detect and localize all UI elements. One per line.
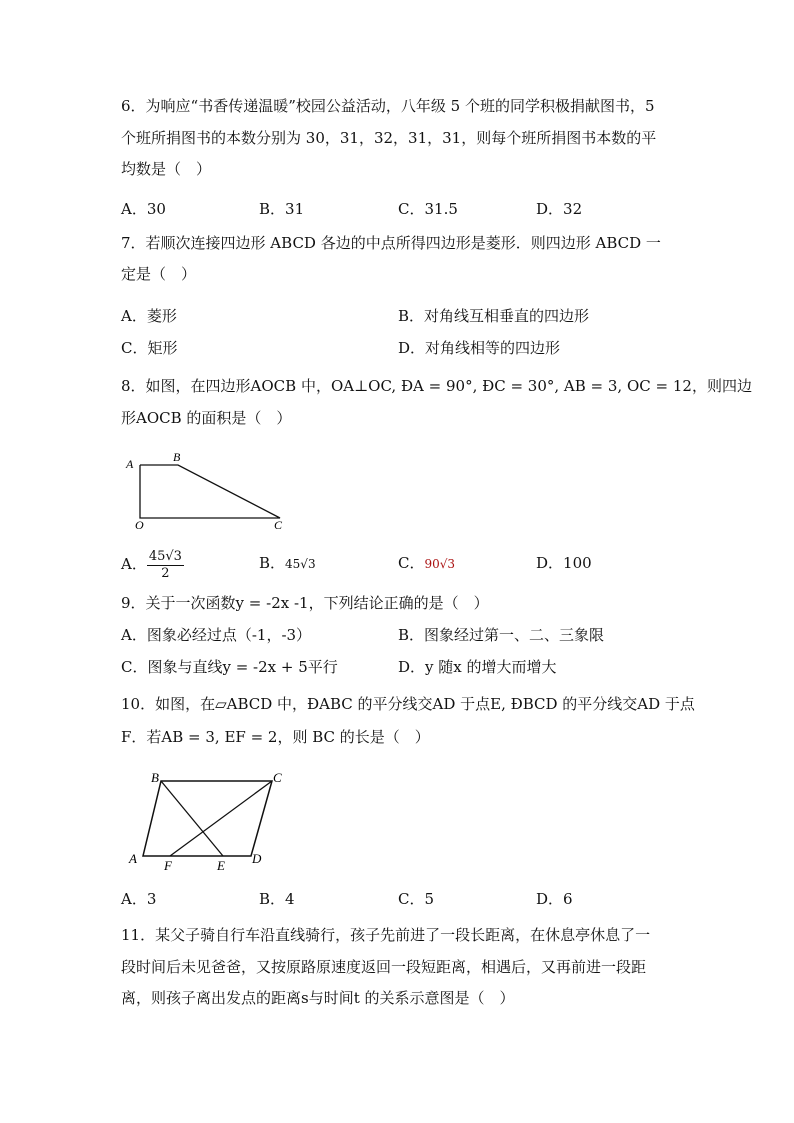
q8-option-c-value: 90√3 bbox=[424, 557, 456, 571]
q8-option-b-value: 45√3 bbox=[285, 557, 316, 571]
q10-parallelogram-shape bbox=[143, 781, 272, 856]
q10-line2: F．若AB = 3, EF = 2，则 BC 的长是（ ） bbox=[121, 728, 430, 746]
q10-label-b: B bbox=[151, 770, 159, 785]
q8-label-a: A bbox=[126, 457, 134, 471]
q8-option-d[interactable]: D．100 bbox=[536, 554, 592, 572]
q6-line1: 6．为响应“书香传递温暖”校园公益活动，八年级 5 个班的同学积极捐献图书，5 bbox=[121, 97, 655, 115]
q8-option-b[interactable] bbox=[259, 553, 316, 574]
q8-option-a-fraction bbox=[147, 549, 184, 582]
q8-line1: 8．如图，在四边形AOCB 中，OA⊥OC, ĐA = 90°, ĐC = 30°, AB = 3, OC = 12，则四边 bbox=[121, 377, 752, 395]
q6-option-a[interactable]: A．30 bbox=[121, 200, 166, 218]
q7-option-c[interactable]: C．矩形 bbox=[121, 339, 178, 357]
q10-label-c: C bbox=[273, 770, 282, 785]
q9-option-b[interactable]: B．图象经过第一、二、三象限 bbox=[398, 626, 605, 644]
q7-option-a[interactable]: A．菱形 bbox=[121, 307, 177, 325]
q10-line1: 10．如图，在▱ABCD 中，ĐABC 的平分线交AD 于点E, ÐBCD 的平分线交AD 于点 bbox=[121, 695, 695, 713]
q6-option-d[interactable]: D．32 bbox=[536, 200, 583, 218]
q10-label-f: F bbox=[164, 858, 172, 873]
q8-label-b: B bbox=[173, 450, 181, 464]
q8-option-a-prefix: A． bbox=[121, 555, 147, 573]
q8-option-a[interactable] bbox=[121, 546, 184, 582]
q10-option-b[interactable]: B．4 bbox=[259, 890, 295, 908]
q10-option-d[interactable]: D．6 bbox=[536, 890, 573, 908]
q11-line3: 离，则孩子离出发点的距离s与时间t 的关系示意图是（ ） bbox=[121, 989, 515, 1007]
q8-option-b-prefix: B． bbox=[259, 554, 286, 572]
q9-line1: 9．关于一次函数y = -2x -1，下列结论正确的是（ ） bbox=[121, 594, 489, 612]
q9-option-c[interactable]: C．图象与直线y = -2x + 5平行 bbox=[121, 658, 338, 676]
q8-option-c[interactable] bbox=[398, 553, 455, 574]
q11-line1: 11．某父子骑自行车沿直线骑行，孩子先前进了一段长距离，在休息亭休息了一 bbox=[121, 926, 651, 944]
q7-line2: 定是（ ） bbox=[121, 265, 197, 283]
q8-label-o: O bbox=[135, 518, 144, 532]
q10-bisector-cf bbox=[170, 781, 272, 856]
q9-option-d[interactable]: D．y 随x 的增大而增大 bbox=[398, 658, 557, 676]
q8-label-c: C bbox=[274, 518, 283, 532]
q8-option-a-denominator: 2 bbox=[161, 565, 170, 581]
q10-label-d: D bbox=[252, 851, 262, 866]
q8-line2: 形AOCB 的面积是（ ） bbox=[121, 409, 292, 427]
q10-option-a[interactable]: A．3 bbox=[121, 890, 157, 908]
q10-bisector-be bbox=[161, 781, 223, 856]
q10-option-c[interactable]: C．5 bbox=[398, 890, 435, 908]
q10-label-a: A bbox=[129, 851, 137, 866]
q8-quadrilateral-shape bbox=[140, 465, 280, 518]
q10-label-e: E bbox=[217, 858, 225, 873]
q8-figure-quadrilateral bbox=[120, 448, 300, 534]
q6-line3: 均数是（ ） bbox=[121, 160, 212, 178]
q6-option-b[interactable]: B．31 bbox=[259, 200, 305, 218]
q7-option-b[interactable]: B．对角线互相垂直的四边形 bbox=[398, 307, 590, 325]
q7-line1: 7．若顺次连接四边形 ABCD 各边的中点所得四边形是菱形．则四边形 ABCD 一 bbox=[121, 234, 661, 252]
q8-option-a-numerator: 45√3 bbox=[148, 548, 182, 564]
q10-figure-parallelogram bbox=[124, 766, 294, 876]
q9-option-a[interactable]: A．图象必经过点（-1，-3） bbox=[121, 626, 312, 644]
q6-line2: 个班所捐图书的本数分别为 30，31，32，31，31，则每个班所捐图书本数的平 bbox=[121, 129, 657, 147]
q7-option-d[interactable]: D．对角线相等的四边形 bbox=[398, 339, 561, 357]
q6-option-c[interactable]: C．31.5 bbox=[398, 200, 458, 218]
q8-option-c-prefix: C． bbox=[398, 554, 425, 572]
q11-line2: 段时间后未见爸爸，又按原路原速度返回一段短距离，相遇后，又再前进一段距 bbox=[121, 958, 647, 976]
